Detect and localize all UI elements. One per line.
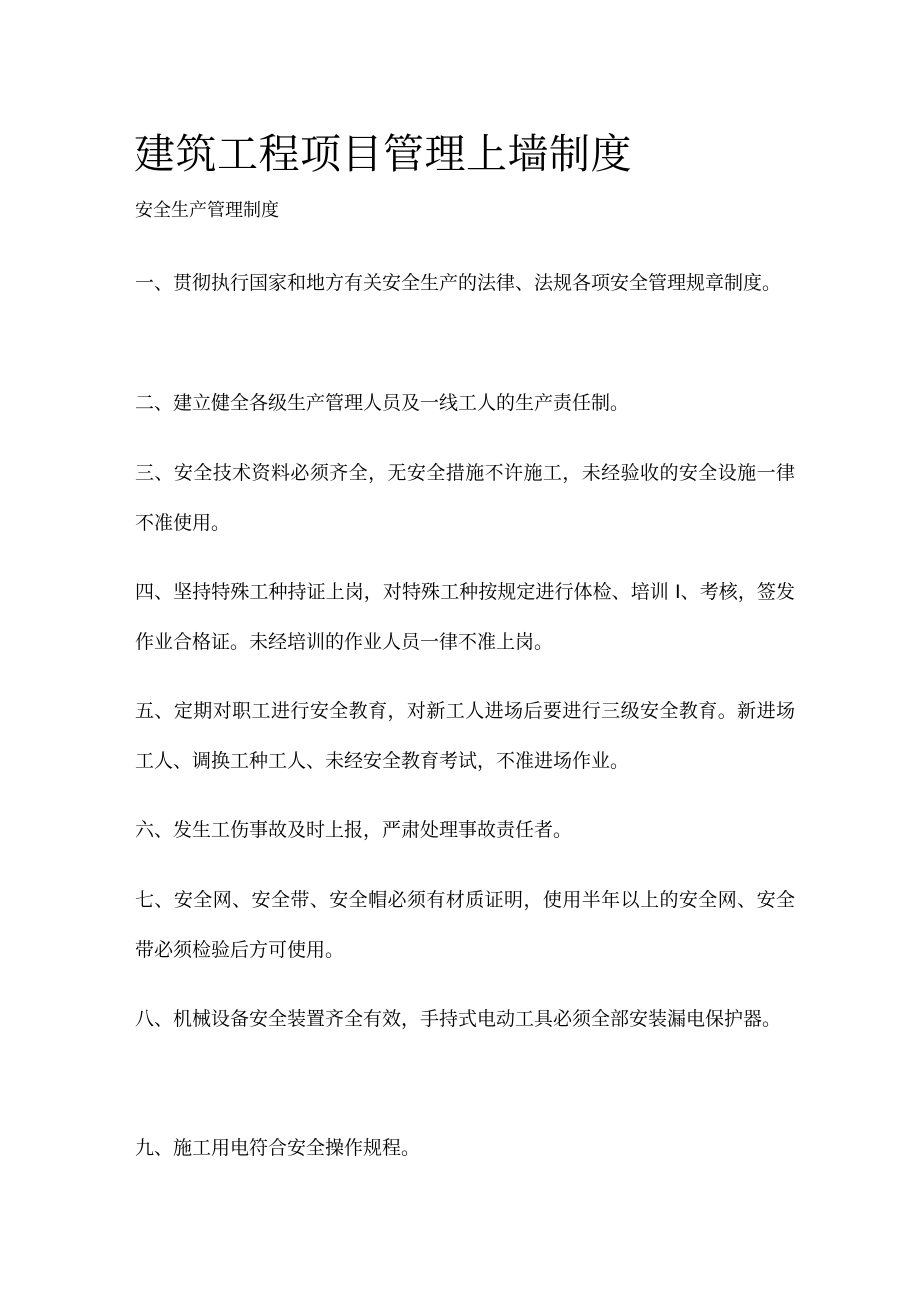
- regulation-item-4: 四、坚持特殊工种持证上岗，对特殊工种按规定进行体检、培训 I、考核，签发作业合格证。未经培训的作业人员一律不准上岗。: [135, 581, 795, 653]
- regulation-item-3: 三、安全技术资料必须齐全，无安全措施不许施工，未经验收的安全设施一律不准使用。: [135, 462, 795, 534]
- regulation-item-1: 一、贯彻执行国家和地方有关安全生产的法律、法规各项安全管理规章制度。: [135, 272, 782, 294]
- regulation-item-6: 六、发生工伤事故及时上报，严肃处理事故责任者。: [135, 819, 573, 841]
- regulation-item-8: 八、机械设备安全装置齐全有效，手持式电动工具必须全部安装漏电保护器。: [135, 1008, 782, 1030]
- section-subtitle: 安全生产管理制度: [135, 200, 279, 221]
- regulation-item-2: 二、建立健全各级生产管理人员及一线工人的生产责任制。: [135, 392, 630, 414]
- regulation-item-9: 九、施工用电符合安全操作规程。: [135, 1137, 421, 1159]
- regulation-item-7: 七、安全网、安全带、安全帽必须有材质证明，使用半年以上的安全网、安全带必须检验后方可使用。: [135, 889, 795, 961]
- document-title: 建筑工程项目管理上墙制度: [134, 130, 632, 178]
- regulation-item-5: 五、定期对职工进行安全教育，对新工人进场后要进行三级安全教育。新进场工人、调换工种工人、未经安全教育考试，不准进场作业。: [135, 700, 795, 772]
